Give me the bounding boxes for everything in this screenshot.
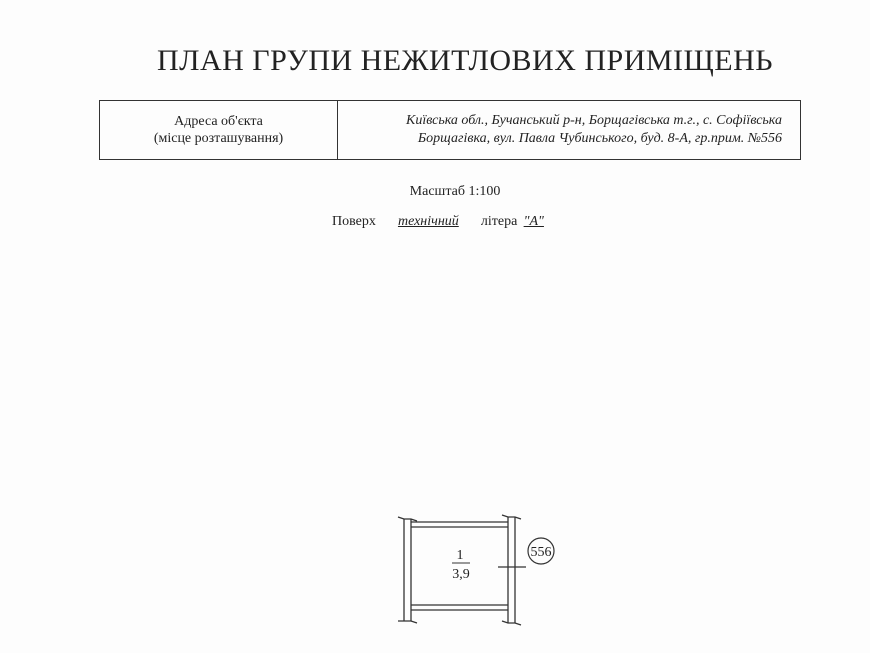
floor-line (332, 214, 547, 230)
group-number-label: 556 (530, 545, 552, 560)
address-label-cell (100, 101, 338, 159)
left-wall (398, 517, 417, 623)
floor-value: технічний (397, 214, 459, 229)
address-table (99, 100, 801, 160)
room-area-label: 3,9 (452, 567, 470, 582)
letter-label: літера (480, 214, 518, 229)
address-value-line2: Борщагівка, вул. Павла Чубинського, буд. 8-А, гр.прим. №556 (417, 131, 782, 146)
room-number-label: 1 (456, 548, 464, 563)
bottom-wall (411, 605, 508, 610)
address-value-cell (338, 101, 800, 159)
address-label-line1: Адреса об'єкта (174, 114, 263, 129)
document-title: ПЛАН ГРУПИ НЕЖИТЛОВИХ ПРИМІЩЕНЬ (156, 44, 774, 77)
address-label-line2: (місце розташування) (153, 131, 284, 146)
floor-plan-drawing (380, 505, 580, 635)
address-value-line1: Київська обл., Бучанський р-н, Борщагівська т.г., с. Софіївська (406, 113, 782, 128)
top-wall (411, 522, 508, 527)
right-wall (502, 515, 521, 625)
letter-value: "А" (523, 214, 544, 229)
scale-label: Масштаб 1:100 (409, 184, 501, 199)
floor-label: Поверх (332, 214, 376, 229)
